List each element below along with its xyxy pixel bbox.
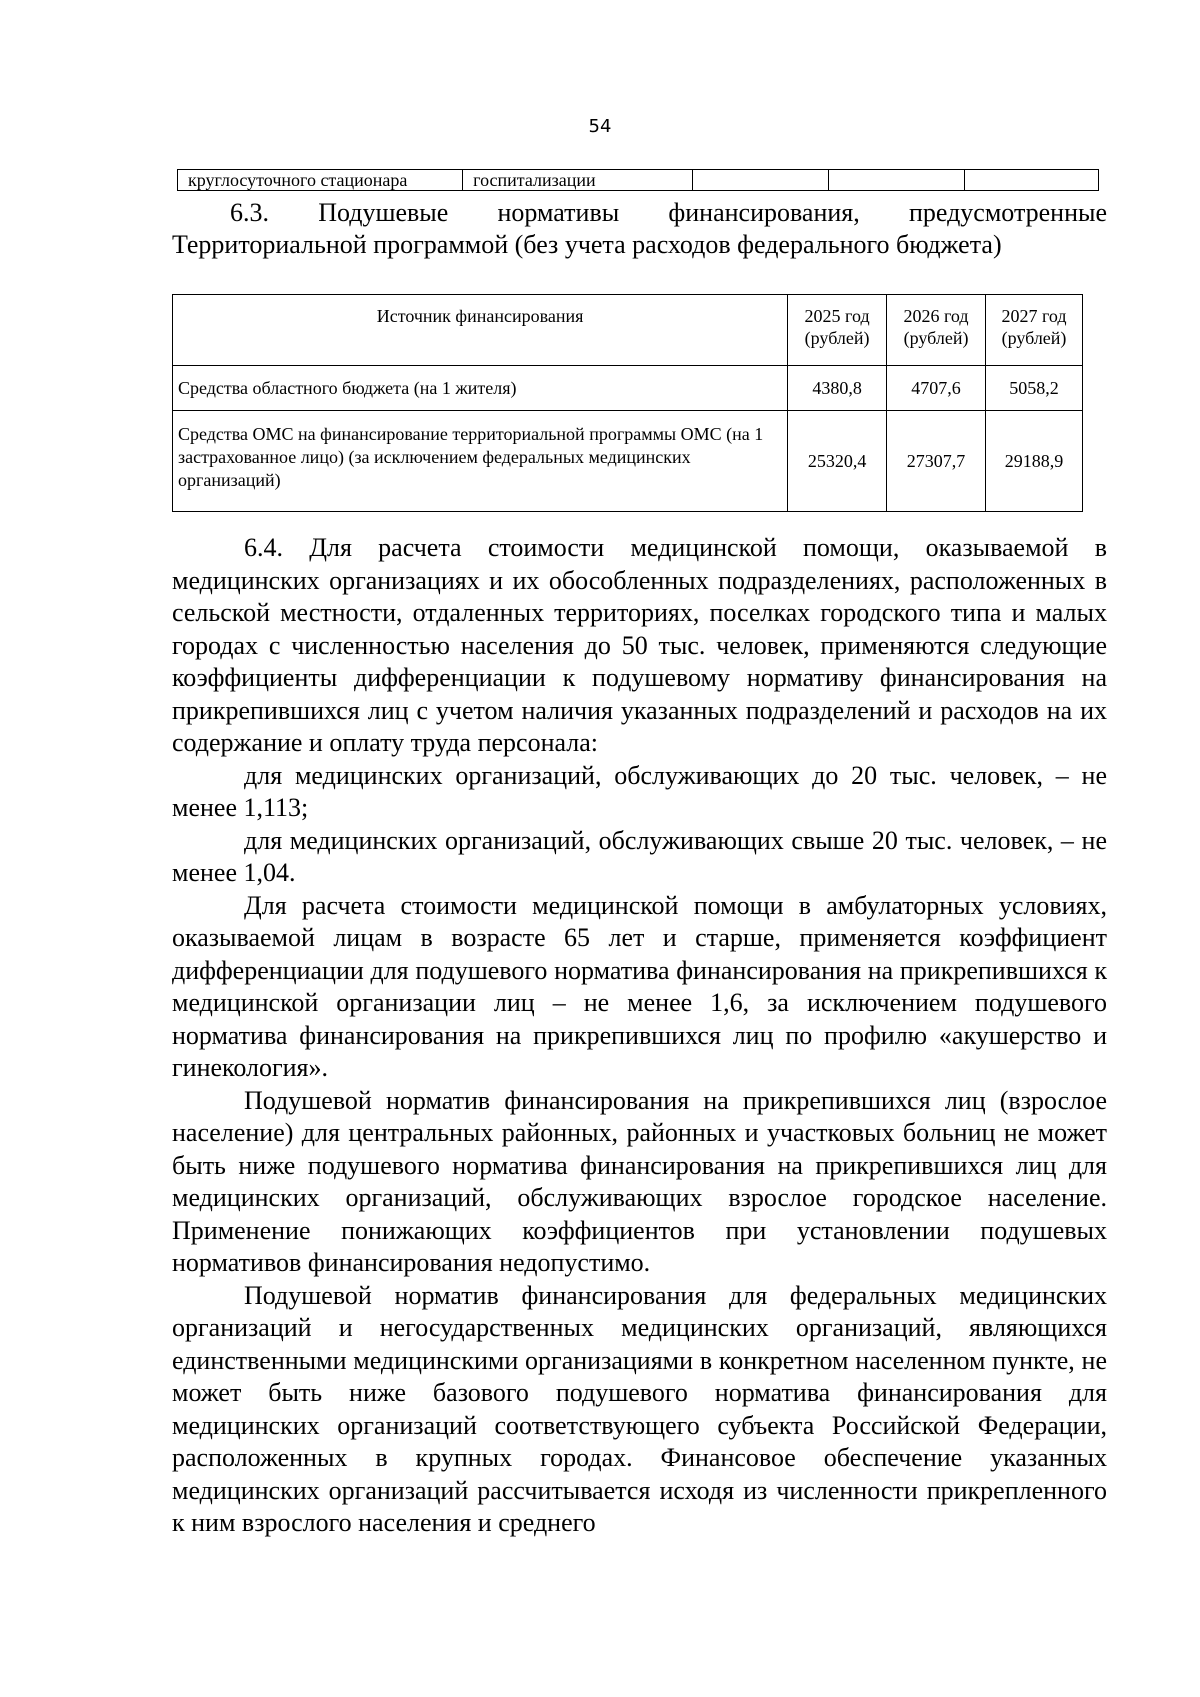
paragraph: Для расчета стоимости медицинской помощи в амбулаторных условиях, оказываемой лицам в возрасте 65 лет и старше, применяется коэффициент дифференциации для подушевого норматива финансирования на прикрепившихся к медицинской организации лиц – не менее 1,6, за исключением подушевого норматива финансирования на прикрепившихся лиц по профилю «акушерство и гинекология». <box>172 890 1107 1082</box>
continued-table <box>177 169 1099 191</box>
header-year-2027 <box>986 295 1083 366</box>
row-value: 25320,4 <box>788 411 887 512</box>
table-cell: госпитализации <box>463 170 693 191</box>
section-heading <box>172 197 1107 261</box>
row-value: 4380,8 <box>788 366 887 411</box>
header-year-2025 <box>788 295 887 366</box>
heading-word: 6.3. <box>230 198 269 227</box>
header-year-2026 <box>887 295 986 366</box>
header-source: Источник финансирования <box>173 295 788 366</box>
heading-word: нормативы <box>497 198 620 227</box>
header-unit-label: (рублей) <box>1001 328 1067 348</box>
paragraph: 6.4. Для расчета стоимости медицинской помощи, оказываемой в медицинских организациях и их обособленных подразделениях, расположенных в сельской местности, отдаленных территориях, поселках городского типа и малых городах с численностью населения до 50 тыс. человек, применяются следующие коэффициенты дифференциации к подушевому нормативу финансирования на прикрепившихся лиц с учетом наличия указанных подразделений и расходов на их содержание и оплату труда персонала: <box>172 533 1107 757</box>
row-source: Средства областного бюджета (на 1 жителя) <box>173 366 788 411</box>
funding-table <box>172 294 1083 512</box>
paragraph: Подушевой норматив финансирования на прикрепившихся лиц (взрослое население) для центральных районных, районных и участковых больниц не может быть ниже подушевого норматива финансирования на прикрепившихся лиц для медицинских организаций, обслуживающих взрослое городское население. Применение понижающих коэффициентов при установлении подушевых нормативов финансирования недопустимо. <box>172 1085 1107 1277</box>
row-value: 27307,7 <box>887 411 986 512</box>
table-header-row <box>173 295 1083 366</box>
row-value: 4707,6 <box>887 366 986 411</box>
header-year-label: 2026 год <box>903 306 969 326</box>
header-year-label: 2025 год <box>804 306 870 326</box>
table-cell <box>828 170 964 191</box>
row-value: 29188,9 <box>986 411 1083 512</box>
paragraph: для медицинских организаций, обслуживающих свыше 20 тыс. человек, – не менее 1,04. <box>172 825 1107 887</box>
heading-word: Подушевые <box>318 198 449 227</box>
heading-word: предусмотренные <box>908 198 1107 227</box>
heading-word: финансирования, <box>668 198 860 227</box>
table-cell <box>693 170 828 191</box>
header-unit-label: (рублей) <box>804 328 870 348</box>
paragraph: для медицинских организаций, обслуживающих до 20 тыс. человек, – не менее 1,113; <box>172 760 1107 822</box>
row-source: Средства ОМС на финансирование территориальной программы ОМС (на 1 застрахованное лицо) (за исключением федеральных медицинских организаций) <box>173 411 788 512</box>
header-year-label: 2027 год <box>1001 306 1067 326</box>
table-cell <box>964 170 1098 191</box>
table-row <box>178 170 1099 191</box>
header-unit-label: (рублей) <box>903 328 969 348</box>
table-row <box>173 366 1083 411</box>
body-text <box>172 532 1107 1540</box>
paragraph: Подушевой норматив финансирования для федеральных медицинских организаций и негосударственных медицинских организаций, являющихся единственными медицинскими организациями в конкретном населенном пункте, не может быть ниже базового подушевого норматива финансирования для медицинских организаций соответствующего субъекта Российской Федерации, расположенных в крупных городах. Финансовое обеспечение указанных медицинских организаций рассчитывается исходя из численности прикрепленного к ним взрослого населения и среднего <box>172 1280 1107 1537</box>
row-value: 5058,2 <box>986 366 1083 411</box>
table-cell: круглосуточного стационара <box>178 170 463 191</box>
table-row <box>173 411 1083 512</box>
page-number: 54 <box>588 116 612 137</box>
section-heading-line-2: Территориальной программой (без учета расходов федерального бюджета) <box>172 230 1002 259</box>
section-heading-line-1 <box>172 197 1107 229</box>
